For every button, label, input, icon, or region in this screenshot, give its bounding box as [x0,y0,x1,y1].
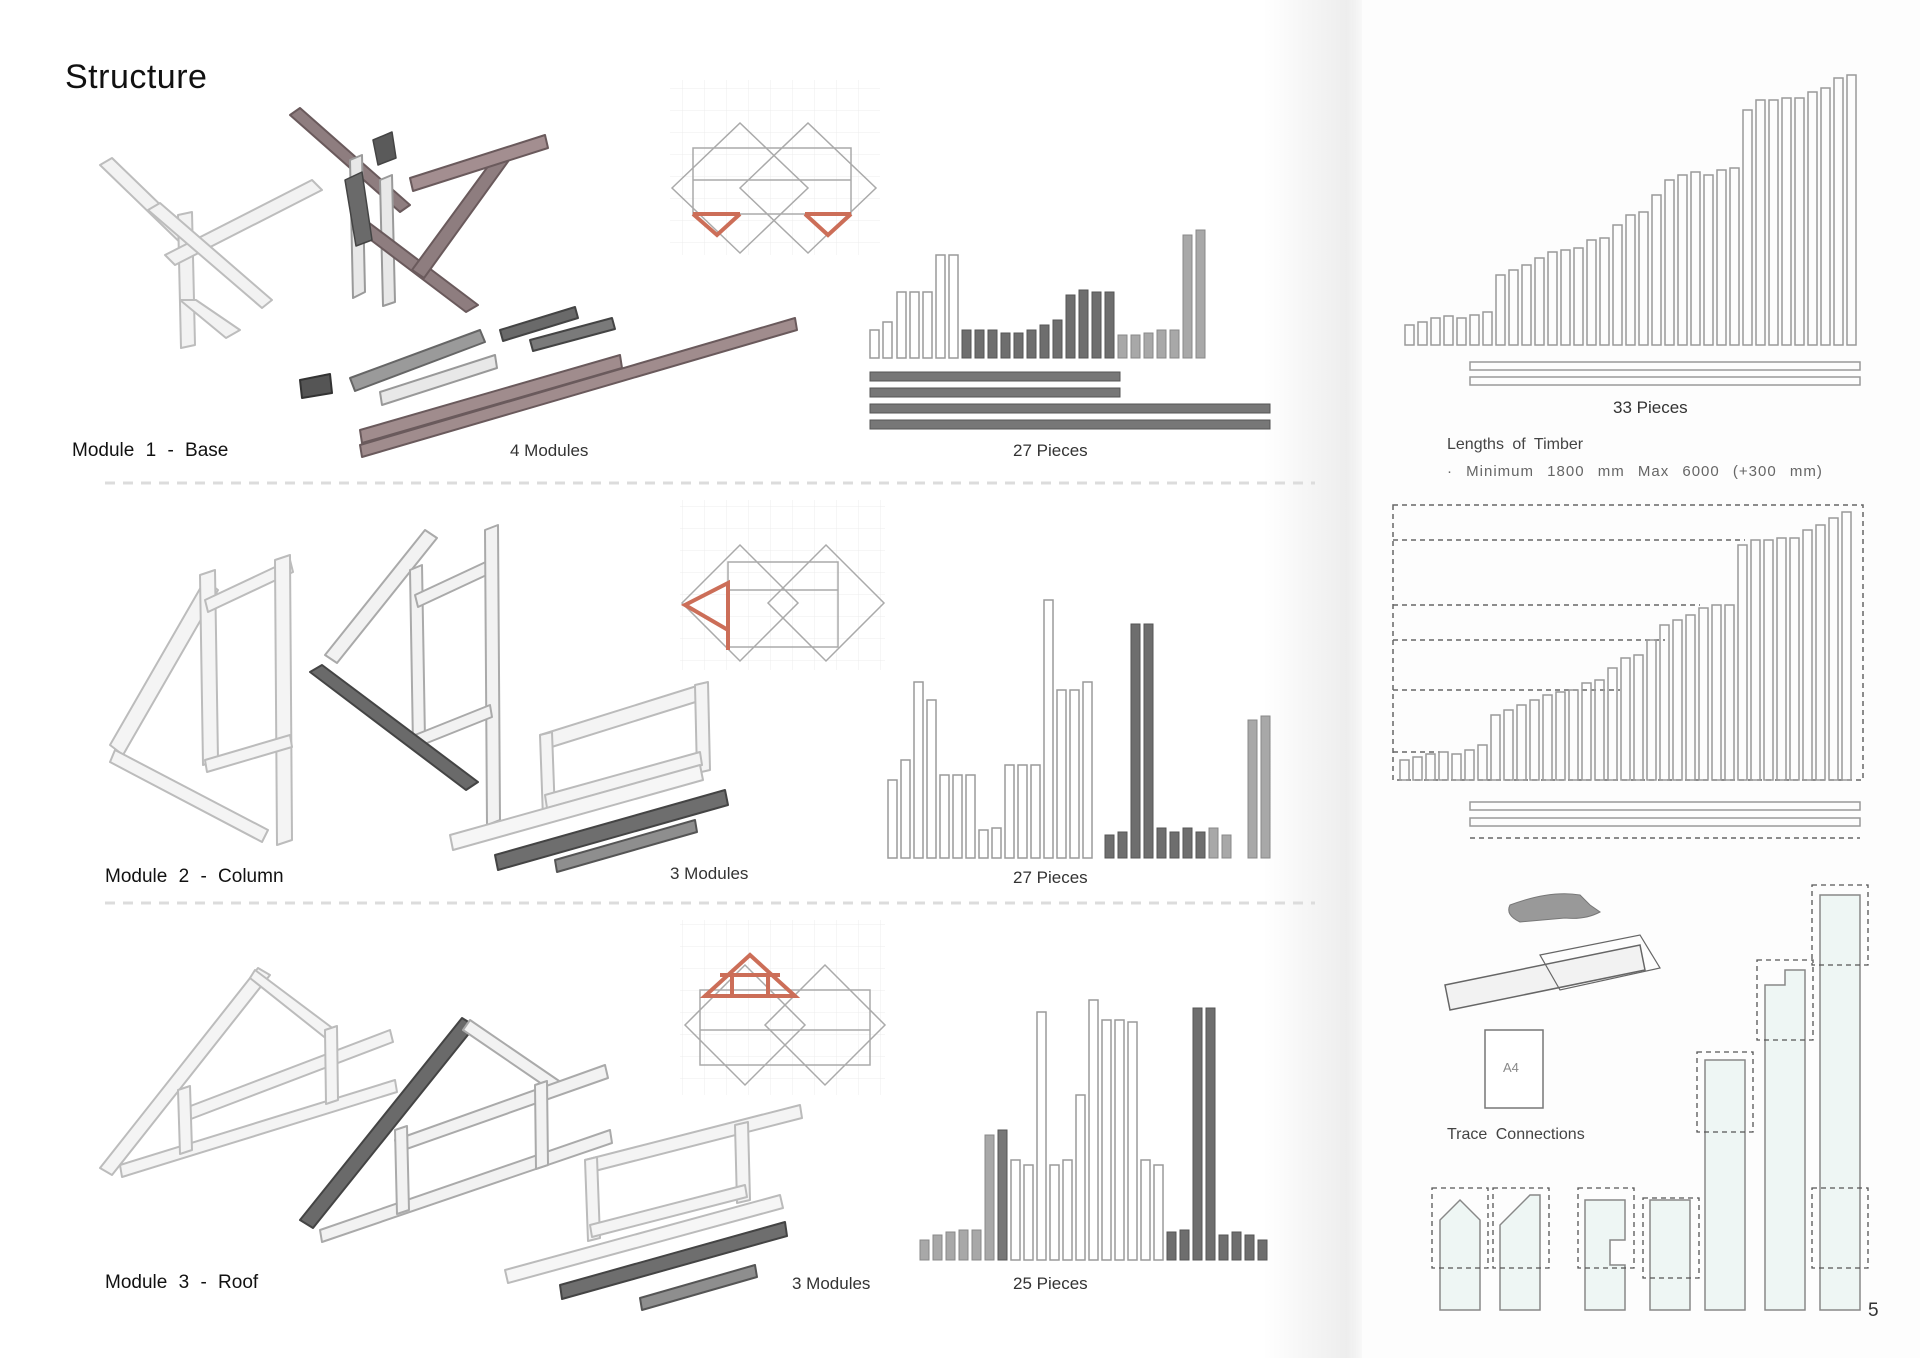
module-2-frame-exploded [310,525,500,825]
right-pieces-chart-traced [1393,505,1863,838]
module-1-label: Module 1 - Base [72,440,229,461]
module-3-label: Module 3 - Roof [105,1272,259,1293]
lengths-note: · Minimum 1800 mm Max 6000 (+300 mm) [1447,463,1823,480]
module-3-frame-flat [505,1105,802,1310]
right-pieces-count: 33 Pieces [1613,398,1688,417]
module-1-frame-exploded [290,108,548,312]
trace-heading: Trace Connections [1447,1126,1585,1143]
trace-illustration [1445,894,1660,1108]
module-3-modules-count: 3 Modules [792,1274,871,1293]
page-title: Structure [65,58,208,96]
module-1-pieces-chart [870,230,1270,429]
right-pieces-chart-top [1405,75,1860,385]
module-3-frame-light [100,968,397,1177]
module-1-pieces-count: 27 Pieces [1013,441,1088,460]
module-2-frame-light [110,555,293,845]
page-number: 5 [1868,1300,1879,1321]
module-1-modules-count: 4 Modules [510,441,589,460]
module-1-timber-pieces [300,307,797,457]
module-1-frame-light [100,158,322,348]
module-1-plan-diagram [670,80,880,255]
module-3-pieces-count: 25 Pieces [1013,1274,1088,1293]
module-2-modules-count: 3 Modules [670,864,749,883]
module-3-plan-diagram [680,920,885,1095]
lengths-heading: Lengths of Timber [1447,436,1584,453]
module-2-label: Module 2 - Column [105,866,284,887]
paper-size-label: A4 [1503,1060,1519,1075]
module-3-pieces-chart [920,1000,1267,1260]
module-2-pieces-count: 27 Pieces [1013,868,1088,887]
module-2-plan-diagram [680,500,885,670]
module-2-pieces-chart [888,600,1270,858]
